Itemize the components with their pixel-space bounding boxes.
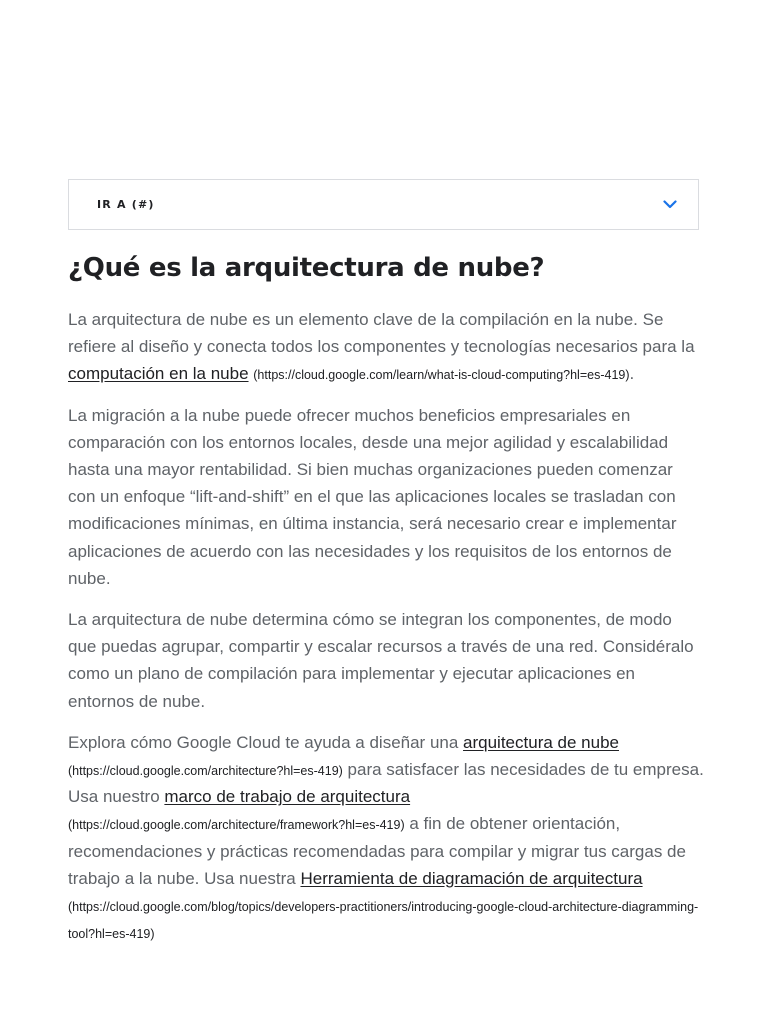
link-url: (https://cloud.google.com/learn/what-is-cloud-computing?hl=es-419) bbox=[253, 368, 630, 383]
paragraph-intro bbox=[68, 306, 704, 388]
cloud-computing-link[interactable]: computación en la nube bbox=[68, 364, 249, 384]
page-title: ¿Qué es la arquitectura de nube? bbox=[68, 253, 545, 283]
architecture-framework-link[interactable]: marco de trabajo de arquitectura bbox=[164, 787, 411, 807]
link-url: (https://cloud.google.com/blog/topics/developers-practitioners/introducing-google-cloud-architecture-diagramming-tool?hl=es-419) bbox=[68, 900, 699, 942]
chevron-down-icon[interactable] bbox=[662, 197, 678, 213]
link-url: (https://cloud.google.com/architecture?hl=es-419) bbox=[68, 764, 343, 779]
paragraph-text: para satisfacer las necesidades de tu empresa. Usa nuestro bbox=[68, 760, 704, 807]
paragraph-text: Explora cómo Google Cloud te ayuda a diseñar una bbox=[68, 732, 464, 752]
paragraph-explore bbox=[68, 729, 704, 947]
paragraph-migration: La migración a la nube puede ofrecer muchos beneficios empresariales en comparación con los entornos locales, desde una mejor agilidad y escalabilidad hasta una mayor rentabilidad. Si bien muchas organizaciones pueden comenzar con un enfoque “lift-and-shift” en el que las aplicaciones locales se trasladan con modificaciones mínimas, en última instancia, será necesario crear e implementar aplicaciones de acuerdo con las necesidades y los requisitos de los entornos de nube. bbox=[68, 405, 677, 588]
link-url: (https://cloud.google.com/architecture/framework?hl=es-419) bbox=[68, 818, 405, 833]
cloud-architecture-link[interactable]: arquitectura de nube bbox=[463, 732, 619, 752]
paragraph-text: a fin de obtener orientación, recomendaciones y prácticas recomendadas para compilar y migrar tus cargas de trabajo a la nube. Usa nuestra bbox=[68, 814, 686, 888]
jump-to-label: IR A (#) bbox=[97, 198, 155, 211]
paragraph-text: La arquitectura de nube es un elemento clave de la compilación en la nube. Se refiere al diseño y conecta todos los componentes y tecnologías necesarios para la bbox=[68, 310, 695, 357]
diagramming-tool-link[interactable]: Herramienta de diagramación de arquitectura bbox=[300, 868, 643, 888]
paragraph-text: . bbox=[629, 364, 635, 384]
jump-to-menu[interactable] bbox=[68, 179, 699, 230]
paragraph-architecture: La arquitectura de nube determina cómo se integran los componentes, de modo que puedas agrupar, compartir y escalar recursos a través de una red. Considéralo como un plano de compilación para implementar y ejecutar aplicaciones en entornos de nube. bbox=[68, 610, 694, 711]
article-body bbox=[68, 306, 704, 960]
